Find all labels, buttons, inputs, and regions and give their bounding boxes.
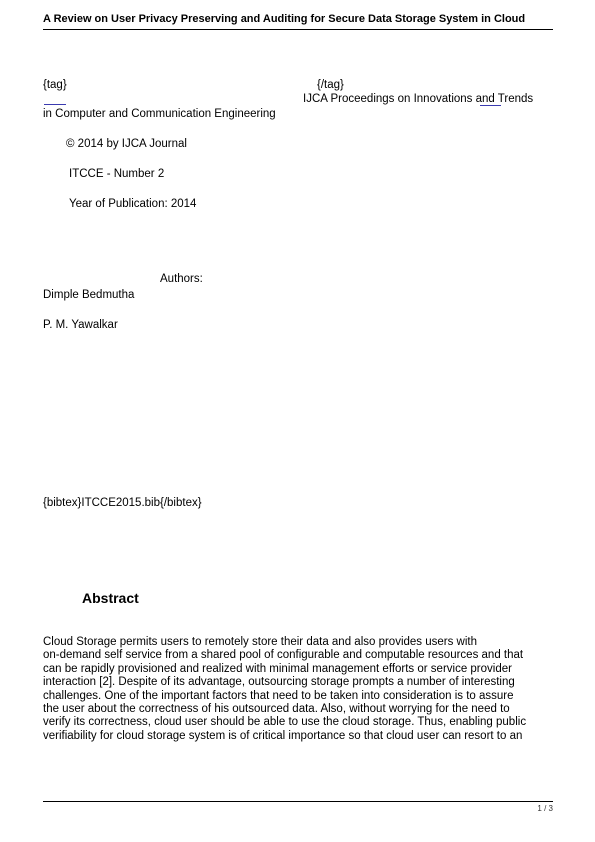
publication-year: Year of Publication: 2014: [69, 198, 197, 210]
authors-label: Authors:: [160, 273, 203, 285]
abstract-line: can be rapidly provisioned and realized with minimal management efforts or service provider: [43, 662, 512, 675]
abstract-line: verifiability for cloud storage system is of critical importance so that cloud user can resort to an: [43, 729, 523, 742]
copyright-text: © 2014 by IJCA Journal: [66, 138, 187, 150]
bibtex-reference: {bibtex}ITCCE2015.bib{/bibtex}: [43, 497, 202, 509]
journal-link-underline[interactable]: [480, 105, 501, 106]
abstract-line: verify its correctness, cloud user should be able to use the cloud storage. Thus, enabling public: [43, 716, 527, 729]
abstract-body: [43, 636, 555, 743]
link-underline[interactable]: [44, 104, 66, 105]
tag-open: {tag}: [43, 79, 67, 91]
footer-divider: [43, 801, 553, 802]
abstract-line: interaction [2]. Despite of its advantage, outsourcing storage prompts a number of interesting: [43, 676, 515, 689]
author-name: P. M. Yawalkar: [43, 319, 118, 331]
abstract-line: challenges. One of the important factors that need to be taken into consideration is to assure: [43, 689, 514, 702]
abstract-line: on-demand self service from a shared pool of configurable and computable resources and that: [43, 649, 524, 662]
document-title: A Review on User Privacy Preserving and Auditing for Secure Data Storage System in Cloud: [43, 13, 526, 25]
page-number: 1 / 3: [537, 804, 553, 813]
journal-name-line1: IJCA Proceedings on Innovations and Trends: [303, 93, 534, 105]
abstract-line: the user about the correctness of his outsourced data. Also, without worrying for the need to: [43, 703, 510, 716]
tag-close: {/tag}: [317, 79, 344, 91]
journal-name-line2: in Computer and Communication Engineering: [43, 108, 276, 120]
author-name: Dimple Bedmutha: [43, 289, 135, 301]
issue-number: ITCCE - Number 2: [69, 168, 165, 180]
header-divider: [43, 29, 553, 30]
abstract-heading: Abstract: [82, 590, 139, 606]
abstract-line: Cloud Storage permits users to remotely store their data and also provides users with: [43, 636, 478, 648]
